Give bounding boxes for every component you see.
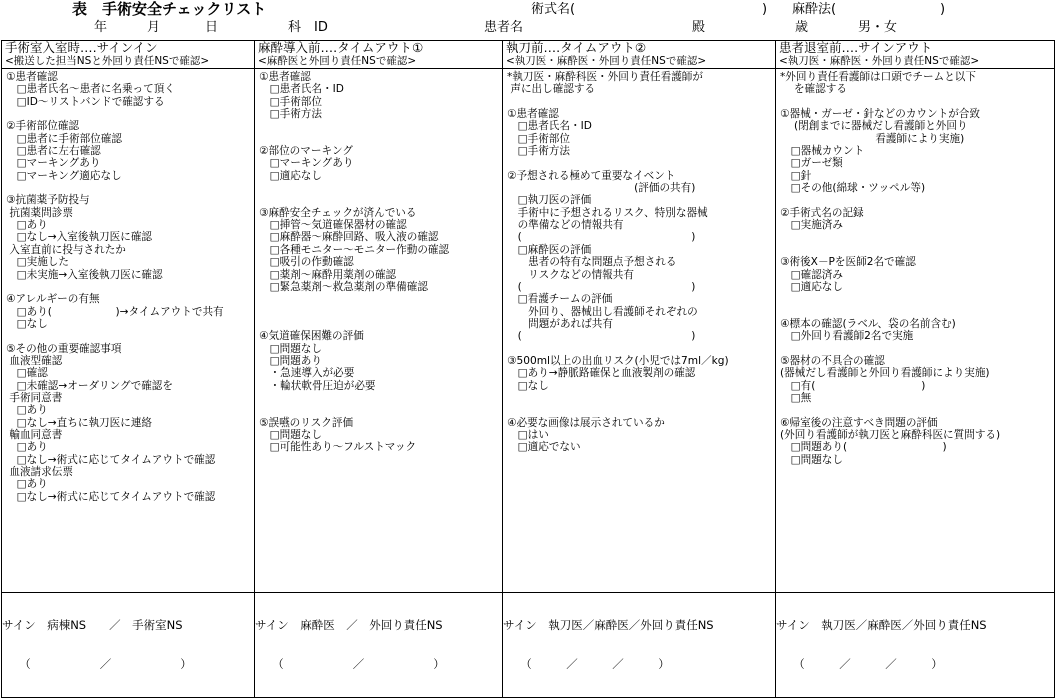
column-sign-out bbox=[776, 41, 1055, 593]
month-label: 月 bbox=[147, 20, 161, 35]
column-header bbox=[2, 41, 254, 69]
anesthesia-method-close: ) bbox=[940, 2, 946, 17]
signature-blanks: （ ／ ） bbox=[255, 657, 445, 671]
column-subtitle: <搬送した担当NSと外回り責任NSで確認> bbox=[5, 55, 210, 67]
day-label: 日 bbox=[205, 20, 219, 35]
patient-name-label: 患者名 bbox=[484, 20, 524, 35]
column-sign-in bbox=[2, 41, 255, 593]
signature-roles: サイン 執刀医／麻酔医／外回り責任NS bbox=[503, 618, 714, 632]
column-time-out-2 bbox=[503, 41, 776, 593]
column-header bbox=[255, 41, 502, 69]
department-id-label: 科 ID bbox=[288, 20, 328, 35]
column-title: 患者退室前‥‥サインアウト bbox=[779, 41, 933, 55]
column-body: *執刀医・麻酔科医・外回り責任看護師が 声に出し確認する ①患者確認 □患者氏名・ID □手術部位 □手術方法 ②予想される極めて重要なイベント (評価の共有) □執刀医の評価 手術中に予想されるリスク、特別な器械 の準備などの情報共有 ( ) □麻酔医の評価 患者の特有な問題点予想される リスクなどの情報共有 ( ) □看護チームの評価 外回り、器械出し看護師それぞれの 問題があれば共有 ( ) ③500ml以上の出血リスク(小児では7ml／kg) □あり→静脈路確保と血液製剤の確認 □なし ④必要な画像は展示されているか □はい □適応でない bbox=[507, 71, 729, 454]
form-title: 表 手術安全チェックリスト bbox=[72, 0, 267, 18]
column-title: 手術室入室時‥‥サインイン bbox=[5, 41, 158, 55]
age-label: 歳 bbox=[795, 20, 809, 35]
signature-blanks: （ ／ ） bbox=[2, 657, 192, 671]
column-time-out-1 bbox=[255, 41, 503, 593]
signature-cell-time-out-1[interactable] bbox=[255, 593, 503, 698]
column-body: ①患者確認 □患者氏名～患者に名乗って頂く □ID～リストバンドで確認する ②手術部位確認 □患者に手術部位確認 □患者に左右確認 □マーキングあり □マーキング適応なし ③抗菌薬予防投与 抗菌薬問診票 □あり □なし→入室後執刀医に確認 入室直前に投与されたか □実施した □未実施→入室後執刀医に確認 ④アレルギーの有無 □あり( )→タイムアウトで共有 □なし ⑤その他の重要確認事項 血液型確認 □確認 □未確認→オーダリングで確認を 手術同意書 □あり □なし→直ちに執刀医に連絡 輸血同意書 □あり □なし→術式に応じてタイムアウトで確認 血液請求伝票 □あり □なし→術式に応じてタイムアウトで確認 bbox=[6, 71, 224, 503]
honorific-label: 殿 bbox=[692, 20, 706, 35]
column-header bbox=[503, 41, 775, 69]
checklist-table bbox=[1, 40, 1055, 698]
column-body: ①患者確認 □患者氏名・ID □手術部位 □手術方法 ②部位のマーキング □マーキングあり □適応なし ③麻酔安全チェックが済んでいる □挿管～気道確保器材の確認 □麻酔器～麻酔回路、吸入液の確認 □各種モニター～モニター作動の確認 □吸引の作動確認 □薬剤～麻酔用薬剤の確認 □緊急薬剤～救急薬剤の準備確認 ④気道確保困難の評価 □問題なし □問題あり ・急速導入が必要 ・輪状軟骨圧迫が必要 ⑤誤嚥のリスク評価 □問題なし □可能性あり～フルストマック bbox=[259, 71, 450, 454]
signature-cell-sign-out[interactable] bbox=[776, 593, 1055, 698]
surgery-name-label: 術式名( bbox=[531, 2, 576, 17]
signature-roles: サイン 麻酔医 ／ 外回り責任NS bbox=[255, 618, 443, 632]
anesthesia-method-label: 麻酔法( bbox=[792, 2, 837, 17]
signature-cell-time-out-2[interactable] bbox=[503, 593, 776, 698]
column-title: 麻酔導入前‥‥タイムアウト① bbox=[258, 41, 424, 55]
surgery-name-close: ) bbox=[762, 2, 768, 17]
sex-label: 男・女 bbox=[858, 20, 898, 35]
column-title: 執刀前‥‥タイムアウト② bbox=[506, 41, 647, 55]
signature-blanks: （ ／ ／ ） bbox=[776, 657, 943, 671]
form-header bbox=[0, 0, 1055, 40]
signature-cell-sign-in[interactable] bbox=[2, 593, 255, 698]
signature-roles: サイン 執刀医／麻酔医／外回り責任NS bbox=[776, 618, 987, 632]
column-body: *外回り責任看護師は口頭でチームと以下 を確認する ①器械・ガーゼ・針などのカウントが合致 (閉創までに器械だし看護師と外回り 看護師により実施) □器械カウント □ガーゼ類 □針 □その他(綿球・ツッペル等) ②手術式名の記録 □実施済み ③術後X－Pを医師2名で確認 □確認済み □適応なし ④標本の確認(ラベル、袋の名前含む) □外回り看護師2名で実施 ⑤器材の不具合の確認 (器械だし看護師と外回り看護師により実施) □有( ) □無 ⑥帰室後の注意すべき問題の評価 (外回り看護師が執刀医と麻酔科医に質問する) □問題あり( ) □問題なし bbox=[780, 71, 1001, 466]
signature-blanks: （ ／ ／ ） bbox=[503, 657, 670, 671]
column-subtitle: <執刀医・麻酔医・外回り責任NSで確認> bbox=[779, 55, 980, 67]
column-header bbox=[776, 41, 1054, 69]
signature-roles: サイン 病棟NS ／ 手術室NS bbox=[2, 618, 183, 632]
column-subtitle: <執刀医・麻酔医・外回り責任NSで確認> bbox=[506, 55, 707, 67]
column-subtitle: <麻酔医と外回り責任NSで確認> bbox=[258, 55, 417, 67]
year-label: 年 bbox=[94, 20, 108, 35]
